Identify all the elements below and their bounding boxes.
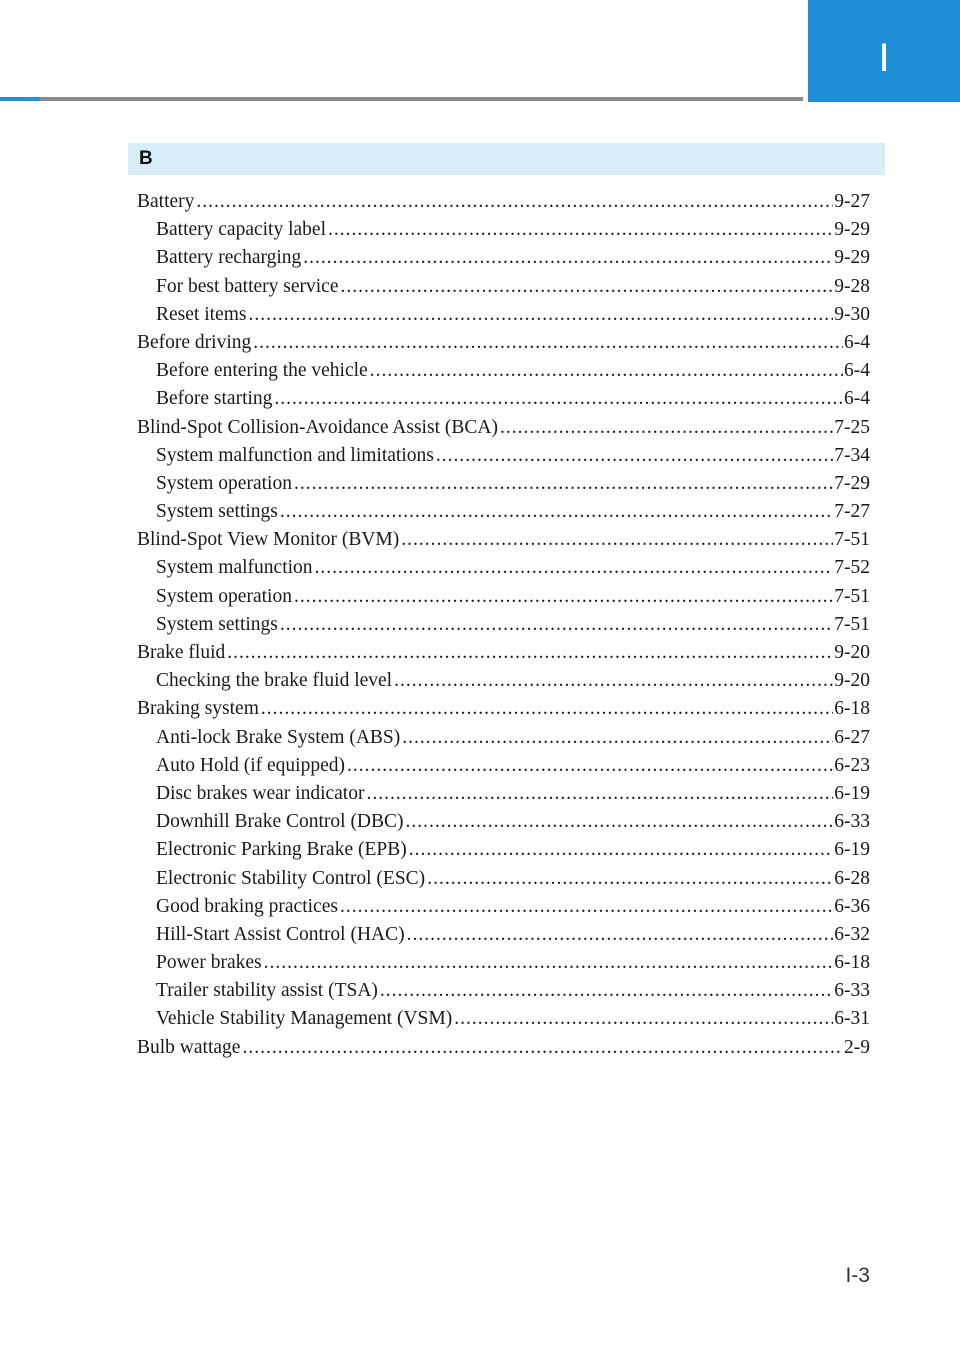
index-subentry[interactable] — [137, 780, 870, 808]
entry-page-number: 6-32 — [834, 923, 870, 945]
index-subentry[interactable] — [137, 244, 870, 272]
entry-page-number: 6-27 — [834, 726, 870, 748]
index-subentry[interactable] — [137, 554, 870, 582]
index-subentry[interactable] — [137, 949, 870, 977]
entry-page-number: 2-9 — [844, 1036, 870, 1058]
entry-label: Before starting — [156, 388, 273, 410]
entry-label: Electronic Parking Brake (EPB) — [156, 839, 407, 861]
index-subentry[interactable] — [137, 611, 870, 639]
entry-label: Battery capacity label — [156, 219, 326, 241]
entry-label: Auto Hold (if equipped) — [156, 754, 346, 776]
dot-leader — [407, 921, 834, 949]
dot-leader — [366, 780, 833, 808]
entry-label: Battery recharging — [156, 247, 302, 269]
dot-leader — [380, 977, 833, 1005]
entry-label: Downhill Brake Control (DBC) — [156, 811, 404, 833]
entry-page-number: 6-4 — [844, 360, 870, 382]
entry-label: Battery — [137, 191, 195, 212]
index-subentry[interactable] — [137, 752, 870, 780]
entry-label: System settings — [156, 613, 278, 635]
entry-page-number: 7-52 — [834, 557, 870, 579]
dot-leader — [454, 1005, 833, 1033]
entry-label: System settings — [156, 501, 278, 523]
entry-page-number: 7-51 — [834, 585, 870, 607]
entry-label: System malfunction and limitations — [156, 444, 434, 466]
entry-label: Brake fluid — [137, 642, 226, 663]
index-entry[interactable] — [137, 329, 870, 357]
entry-page-number: 6-33 — [834, 980, 870, 1002]
index-entry[interactable] — [137, 414, 870, 442]
dot-leader — [294, 470, 833, 498]
index-subentry[interactable] — [137, 893, 870, 921]
header-rule-accent — [0, 97, 40, 101]
index-subentry[interactable] — [137, 301, 870, 329]
dot-leader — [427, 865, 833, 893]
index-subentry[interactable] — [137, 808, 870, 836]
dot-leader — [409, 836, 834, 864]
entry-label: Trailer stability assist (TSA) — [156, 980, 378, 1002]
entry-label: System malfunction — [156, 557, 313, 579]
dot-leader — [500, 414, 833, 442]
dot-leader — [402, 724, 833, 752]
index-list — [137, 188, 870, 1062]
entry-page-number: 7-51 — [834, 613, 870, 635]
entry-page-number: 7-34 — [834, 444, 870, 466]
index-entry[interactable] — [137, 188, 870, 216]
index-subentry[interactable] — [137, 357, 870, 385]
index-subentry[interactable] — [137, 1005, 870, 1033]
entry-page-number: 6-19 — [834, 839, 870, 861]
entry-page-number: 6-19 — [834, 782, 870, 804]
entry-label: Electronic Stability Control (ESC) — [156, 867, 426, 889]
dot-leader — [242, 1034, 843, 1062]
dot-leader — [401, 526, 833, 554]
index-subentry[interactable] — [137, 583, 870, 611]
index-subentry[interactable] — [137, 385, 870, 413]
entry-label: Anti-lock Brake System (ABS) — [156, 726, 401, 748]
dot-leader — [280, 611, 833, 639]
chapter-tab — [808, 0, 960, 102]
page-number: I-3 — [845, 1264, 870, 1287]
dot-leader — [280, 498, 833, 526]
entry-label: Before driving — [137, 331, 252, 353]
dot-leader — [340, 273, 833, 301]
dot-leader — [253, 329, 843, 357]
index-subentry[interactable] — [137, 498, 870, 526]
dot-leader — [340, 893, 833, 921]
entry-page-number: 6-33 — [834, 811, 870, 833]
entry-page-number: 9-28 — [834, 275, 870, 297]
dot-leader — [274, 385, 843, 413]
entry-label: Hill-Start Assist Control (HAC) — [156, 923, 405, 945]
entry-label: System operation — [156, 585, 292, 607]
dot-leader — [227, 639, 833, 667]
dot-leader — [394, 667, 833, 695]
entry-label: Blind-Spot Collision-Avoidance Assist (BCA) — [137, 416, 498, 438]
entry-page-number: 7-51 — [834, 529, 870, 551]
entry-page-number: 9-30 — [834, 303, 870, 325]
entry-label: System operation — [156, 472, 292, 494]
entry-label: Braking system — [137, 698, 259, 720]
dot-leader — [406, 808, 834, 836]
entry-page-number: 6-36 — [834, 895, 870, 917]
index-subentry[interactable] — [137, 724, 870, 752]
index-subentry[interactable] — [137, 921, 870, 949]
dot-leader — [370, 357, 843, 385]
entry-page-number: 6-28 — [834, 867, 870, 889]
header-rule — [0, 97, 803, 101]
entry-label: Checking the brake fluid level — [156, 670, 393, 692]
index-subentry[interactable] — [137, 836, 870, 864]
index-subentry[interactable] — [137, 470, 870, 498]
index-entry[interactable] — [137, 695, 870, 723]
entry-page-number: 6-4 — [844, 388, 870, 410]
entry-page-number: 6-31 — [834, 1008, 870, 1030]
section-header — [128, 143, 885, 175]
chapter-letter: I — [878, 36, 890, 80]
entry-page-number: 7-25 — [834, 416, 870, 438]
entry-page-number: 9-20 — [834, 670, 870, 692]
dot-leader — [315, 554, 834, 582]
entry-page-number: 9-27 — [834, 191, 870, 212]
entry-page-number: 7-29 — [834, 472, 870, 494]
entry-page-number: 6-23 — [834, 754, 870, 776]
entry-label: For best battery service — [156, 275, 339, 297]
index-entry[interactable] — [137, 1034, 870, 1062]
entry-label: Good braking practices — [156, 895, 338, 917]
entry-page-number: 6-18 — [834, 698, 870, 720]
entry-label: Before entering the vehicle — [156, 360, 368, 382]
entry-label: Blind-Spot View Monitor (BVM) — [137, 529, 400, 551]
index-subentry[interactable] — [137, 216, 870, 244]
section-letter: B — [139, 148, 153, 169]
entry-page-number: 9-29 — [834, 247, 870, 269]
index-entry[interactable] — [137, 526, 870, 554]
index-subentry[interactable] — [137, 977, 870, 1005]
dot-leader — [347, 752, 833, 780]
dot-leader — [303, 244, 833, 272]
dot-leader — [436, 442, 833, 470]
entry-label: Vehicle Stability Management (VSM) — [156, 1008, 453, 1030]
dot-leader — [294, 583, 833, 611]
dot-leader — [261, 695, 833, 723]
entry-page-number: 7-27 — [834, 501, 870, 523]
index-entry[interactable] — [137, 639, 870, 667]
entry-label: Disc brakes wear indicator — [156, 782, 365, 804]
dot-leader — [328, 216, 833, 244]
entry-page-number: 6-18 — [834, 952, 870, 974]
dot-leader — [196, 188, 833, 216]
index-subentry[interactable] — [137, 667, 870, 695]
dot-leader — [248, 301, 833, 329]
entry-label: Power brakes — [156, 952, 262, 974]
entry-page-number: 6-4 — [844, 331, 870, 353]
entry-label: Reset items — [156, 303, 247, 325]
index-subentry[interactable] — [137, 442, 870, 470]
entry-page-number: 9-29 — [834, 219, 870, 241]
index-subentry[interactable] — [137, 273, 870, 301]
entry-label: Bulb wattage — [137, 1036, 241, 1058]
dot-leader — [264, 949, 834, 977]
entry-page-number: 9-20 — [834, 642, 870, 663]
index-subentry[interactable] — [137, 865, 870, 893]
